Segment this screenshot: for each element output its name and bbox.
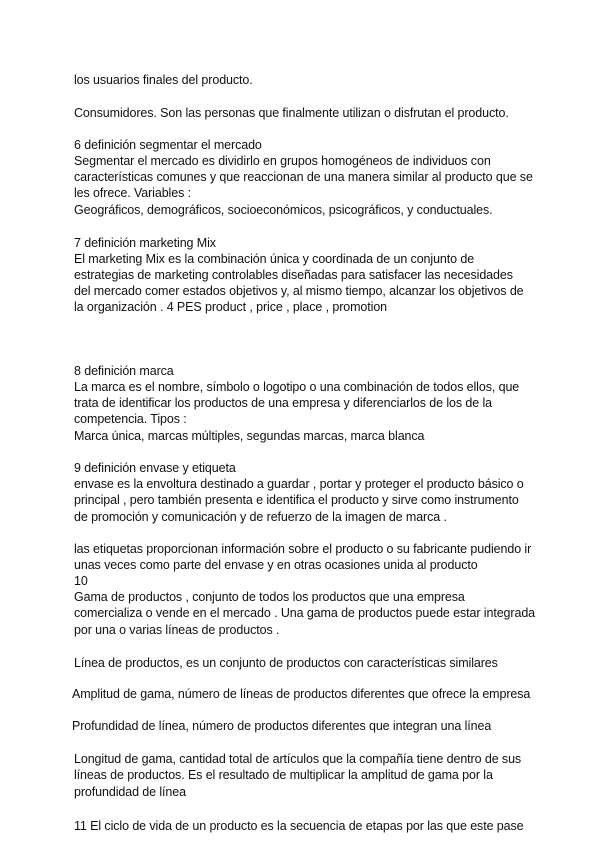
text-line: estrategias de marketing controlables diseñadas para satisfacer las necesidades — [74, 268, 513, 282]
text-line: del mercado comer estados objetivos y, al mismo tiempo, alcanzar los objetivos de — [74, 284, 524, 298]
section-heading: 8 definición marca — [74, 364, 174, 378]
text-line: unas veces como parte del envase y en otras ocasiones unida al producto — [74, 558, 478, 572]
text-line: Geográficos, demográficos, socioeconómicos, psicográficos, y conductuales. — [74, 203, 493, 217]
section-heading: 7 definición marketing Mix — [74, 236, 216, 250]
text-line: competencia. Tipos : — [74, 412, 187, 426]
text-line: profundidad de línea — [74, 785, 186, 799]
section-heading: 6 definición segmentar el mercado — [74, 138, 262, 152]
text-line: La marca es el nombre, símbolo o logotipo o una combinación de todos ellos, que — [74, 380, 520, 394]
text-line: de promoción y comunicación y de refuerzo de la imagen de marca . — [74, 510, 447, 524]
text-line: líneas de productos. Es el resultado de multiplicar la amplitud de gama por la — [74, 768, 493, 782]
text-line: comercializa o vende en el mercado . Una gama de productos puede estar integrada — [74, 606, 536, 620]
text-line: El marketing Mix es la combinación única y coordinada de un conjunto de — [74, 252, 475, 266]
text-line: Segmentar el mercado es dividirlo en grupos homogéneos de individuos con — [74, 154, 491, 168]
text-line: les ofrece. Variables : — [74, 186, 191, 200]
text-line: características comunes y que reaccionan de una manera similar al producto que se — [74, 170, 533, 184]
section-heading: 11 El ciclo de vida de un producto es la secuencia de etapas por las que este pase — [74, 819, 524, 833]
section-heading: 9 definición envase y etiqueta — [74, 461, 236, 475]
text-line: Amplitud de gama, número de líneas de productos diferentes que ofrece la empresa — [72, 687, 531, 701]
text-line: la organización . 4 PES product , price , place , promotion — [74, 300, 388, 314]
text-line: Marca única, marcas múltiples, segundas marcas, marca blanca — [74, 429, 425, 443]
text-line: los usuarios finales del producto. — [74, 73, 253, 87]
text-line: Línea de productos, es un conjunto de productos con características similares — [74, 656, 498, 670]
text-line: Gama de productos , conjunto de todos los productos que una empresa — [74, 590, 465, 604]
section-heading: 10 — [74, 574, 88, 588]
text-line: envase es la envoltura destinado a guardar , portar y proteger el producto básico o — [74, 477, 524, 491]
text-line: Profundidad de línea, número de productos diferentes que integran una línea — [72, 719, 492, 733]
text-line: Consumidores. Son las personas que finalmente utilizan o disfrutan el producto. — [74, 106, 509, 120]
text-line: por una o varias líneas de productos . — [74, 623, 280, 637]
text-line: Longitud de gama, cantidad total de artículos que la compañía tiene dentro de sus — [74, 752, 522, 766]
text-line: trata de identificar los productos de una empresa y diferenciarlos de los de la — [74, 396, 493, 410]
text-line: principal , pero también presenta e identifica el producto y sirve como instrumento — [74, 493, 519, 507]
text-line: las etiquetas proporcionan información sobre el producto o su fabricante pudiendo ir — [74, 542, 532, 556]
